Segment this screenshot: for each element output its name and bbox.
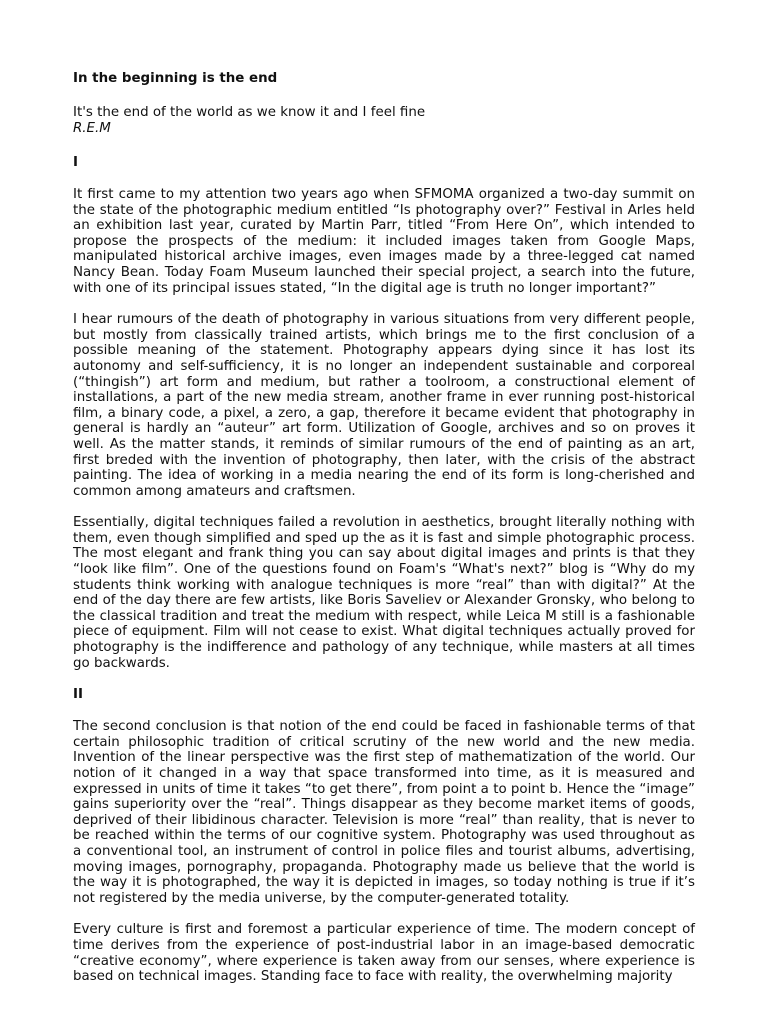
section-heading-1: I	[73, 155, 78, 170]
epigraph-quote: It's the end of the world as we know it and I feel fine	[73, 105, 426, 120]
paragraph: Essentially, digital techniques failed a revolution in aesthetics, brought literally nothing with them, even though simplified and sped up the as it is fast and simple photographic process. The most elegant and frank thing you can say about digital images and prints is that they “look like film”. One of the questions found on Foam's “What's next?” blog is “Why do my students think working with analogue techniques is more “real” than with digital?” At the end of the day there are few artists, like Boris Saveliev or Alexander Gronsky, who belong to the classical tradition and treat the medium with respect, while Leica M still is a fashionable piece of equipment. Film will not cease to exist. What digital techniques actually proved for photography is the indifference and pathology of any technique, while masters at all times go backwards.	[73, 515, 695, 671]
paragraph: The second conclusion is that notion of the end could be faced in fashionable terms of that certain philosophic tradition of critical scrutiny of the new world and the new media. Invention of the linear perspective was the first step of mathematization of the world. Our notion of it changed in a way that space transformed into time, as it is measured and expressed in units of time it takes “to get there”, from point a to point b. Hence the “image” gains superiority over the “real”. Things disappear as they become market items of goods, deprived of their libidinous character. Television is more “real” than reality, that is never to be reached within the terms of our cognitive system. Photography was used throughout as a conventional tool, an instrument of control in police files and tourist albums, advertising, moving images, pornography, propaganda. Photography made us believe that the world is the way it is photographed, the way it is depicted in images, so today nothing is true if it’s not registered by the media universe, by the computer-generated totality.	[73, 719, 695, 906]
epigraph-attribution: R.E.M	[73, 121, 111, 136]
paragraph: I hear rumours of the death of photography in various situations from very different people, but mostly from classically trained artists, which brings me to the first conclusion of a possible meaning of the statement. Photography appears dying since it has lost its autonomy and self-sufficiency, it is no longer an independent sustainable and corporeal (“thingish”) art form and medium, but rather a toolroom, a constructional element of installations, a part of the new media stream, another frame in ever running post-historical film, a binary code, a pixel, a zero, a gap, therefore it became evident that photography in general is hardly an “auteur” art form. Utilization of Google, archives and so on proves it well. As the matter stands, it reminds of similar rumours of the end of painting as an art, first breded with the invention of photography, then later, with the crisis of the abstract painting. The idea of working in a media nearing the end of its form is long-cherished and common among amateurs and craftsmen.	[73, 312, 695, 499]
paragraph: It first came to my attention two years ago when SFMOMA organized a two-day summit on the state of the photographic medium entitled “Is photography over?” Festival in Arles held an exhibition last year, curated by Martin Parr, titled “From Here On”, which intended to propose the prospects of the medium: it included images taken from Google Maps, manipulated historical archive images, even images made by a three-legged cat named Nancy Bean. Today Foam Museum launched their special project, a search into the future, with one of its principal issues stated, “In the digital age is truth no longer important?”	[73, 187, 695, 296]
document-title: In the beginning is the end	[73, 71, 278, 86]
section-heading-2: II	[73, 687, 83, 703]
paragraph: Every culture is first and foremost a particular experience of time. The modern concept of time derives from the experience of post-industrial labor in an image-based democratic “creative economy”, where experience is taken away from our senses, where experience is based on technical images. Standing face to face with reality, the overwhelming majority	[73, 922, 695, 985]
